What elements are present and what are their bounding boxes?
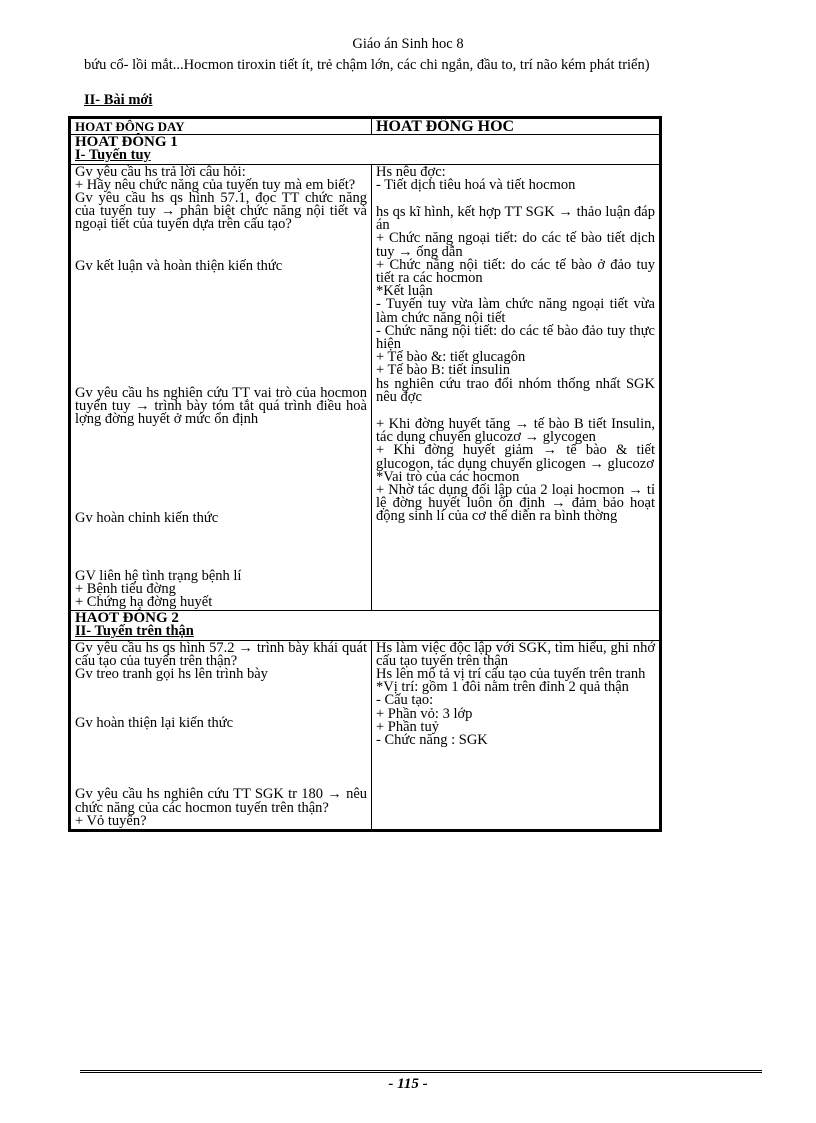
list-item: - Tiết dịch tiêu hoá và tiết hocmon	[376, 176, 576, 193]
activity-2-title: HAOT ĐÔNG 2	[75, 610, 179, 627]
list-item: + Vỏ tuyến?	[75, 812, 147, 829]
list-item: Gv yêu cầu hs qs hình 57.1, đọc TT chức năng của tuyến tuy → phân biệt chức năng nội tiết và ngoại tiết của tuyến dựa trên cấu tạo?	[75, 190, 367, 233]
list-item: hs qs kĩ hình, kết hợp TT SGK → thảo luận đáp án	[376, 204, 655, 234]
list-item: + Tế bào &: tiết glucagôn	[376, 349, 526, 366]
activity-1-teacher	[71, 164, 372, 611]
col-header-student: HOAT ĐÔNG HOC	[372, 119, 660, 135]
list-item: - Cấu tạo:	[376, 692, 434, 709]
activity-2-title-cell	[71, 611, 660, 640]
section-title: II- Bài mới	[84, 92, 153, 108]
list-item: - Chức năng : SGK	[376, 732, 488, 749]
list-item: + Bệnh tiểu đờng	[75, 580, 176, 597]
list-item: Gv yêu cầu hs nghiên cứu TT SGK tr 180 → nêu chức năng của các hocmon tuyến trên thận?	[75, 786, 367, 816]
list-item: + Tế bào B: tiết insulin	[376, 362, 510, 379]
activity-1-header	[71, 135, 660, 164]
list-item: - Chức năng nội tiết: do các tế bào đảo tuy thực hiện	[376, 322, 655, 353]
activity-1-title: HOAT ĐÔNG 1	[75, 134, 178, 151]
intro-text: bứu cổ- lồi mắt...Hocmon tiroxin tiết ít, trẻ chậm lớn, các chi ngắn, đầu to, trí não kém phát triển)	[84, 57, 650, 73]
activity-2-teacher	[71, 640, 372, 829]
list-item: hs nghiên cứu trao đổi nhóm thống nhất SGK nêu đợc	[376, 375, 655, 405]
page-header: Giáo án Sinh hoc 8	[352, 36, 464, 52]
list-item: Hs nêu đợc:	[376, 163, 446, 180]
list-item: Hs lên mô tả vị trí cấu tạo của tuyến trên tranh	[376, 666, 646, 683]
list-item: Gv yêu cầu hs nghiên cứu TT vai trò của hocmon tuyến tuy → trình bày tóm tắt quá trình điều hoà lợng đờng huyết ở mức ổn định	[75, 384, 367, 428]
list-item: Gv yêu cầu hs qs hình 57.2 → trình bày khái quát cấu tạo của tuyến trên thận?	[75, 639, 367, 669]
table-header-row	[71, 119, 660, 135]
page-number: - 115 -	[388, 1076, 428, 1092]
list-item: + Phần tuỷ	[376, 718, 439, 735]
activity-2-header	[71, 611, 660, 640]
list-item: *Kết luận	[376, 283, 433, 300]
list-item: + Khi đờng huyết giảm → tế bào & tiết glucogon, tác dụng chuyển glicogen → glucozơ	[376, 442, 655, 472]
list-item: Gv treo tranh gọi hs lên trình bày	[75, 666, 268, 683]
list-item: Gv hoàn chỉnh kiến thức	[75, 510, 219, 527]
list-item: Gv hoàn thiện lại kiến thức	[75, 715, 234, 732]
list-item: + Chứng hạ đờng huyết	[75, 594, 213, 611]
activity-2-row	[71, 640, 660, 829]
list-item: Gv kết luận và hoàn thiện kiến thức	[75, 257, 283, 274]
activity-1-student	[372, 164, 660, 611]
list-item: + Phần vỏ: 3 lớp	[376, 705, 473, 722]
col-header-teacher: HOAT ĐÔNG DAY	[71, 119, 372, 135]
list-item: Hs làm việc độc lập với SGK, tìm hiểu, ghi nhớ cấu tạo tuyến trên thận	[376, 639, 655, 669]
list-item: - Tuyến tuy vừa làm chức năng ngoại tiết vừa làm chức năng nội tiết	[376, 296, 655, 326]
list-item: + Hãy nêu chức năng của tuyến tuy mà em biết?	[75, 176, 356, 193]
list-item: *Vai trò của các hocmon	[376, 468, 520, 485]
list-item: + Nhờ tác dụng đối lập của 2 loại hocmon → tỉ lệ đờng huyết luôn ổn định → đảm bảo hoạt động sinh lí của cơ thể diễn ra bình thờng	[376, 482, 655, 525]
activity-2-subtitle: II- Tuyến trên thận	[75, 623, 194, 640]
lesson-table	[68, 116, 662, 832]
list-item: GV liên hệ tình trạng bệnh lí	[75, 567, 242, 584]
activity-1-subtitle: I- Tuyến tuy	[75, 147, 151, 164]
activity-1-title-cell	[71, 135, 660, 164]
list-item: *Vị trí: gồm 1 đôi nằm trên đỉnh 2 quả thận	[376, 679, 629, 696]
footer-divider	[80, 1070, 762, 1073]
list-item: + Chức năng nội tiết: do các tế bào ở đảo tuy tiết ra các hocmon	[376, 256, 655, 287]
list-item: + Chức năng ngoại tiết: do các tế bào tiết dịch tuy → ống dẫn	[376, 230, 655, 260]
list-item: + Khi đờng huyết tăng → tế bào B tiết Insulin, tác dụng chuyển glucozơ → glycogen	[376, 416, 655, 446]
activity-1-row	[71, 164, 660, 611]
list-item: Gv yêu cầu hs trả lời câu hỏi:	[75, 163, 246, 180]
activity-2-student	[372, 640, 660, 829]
